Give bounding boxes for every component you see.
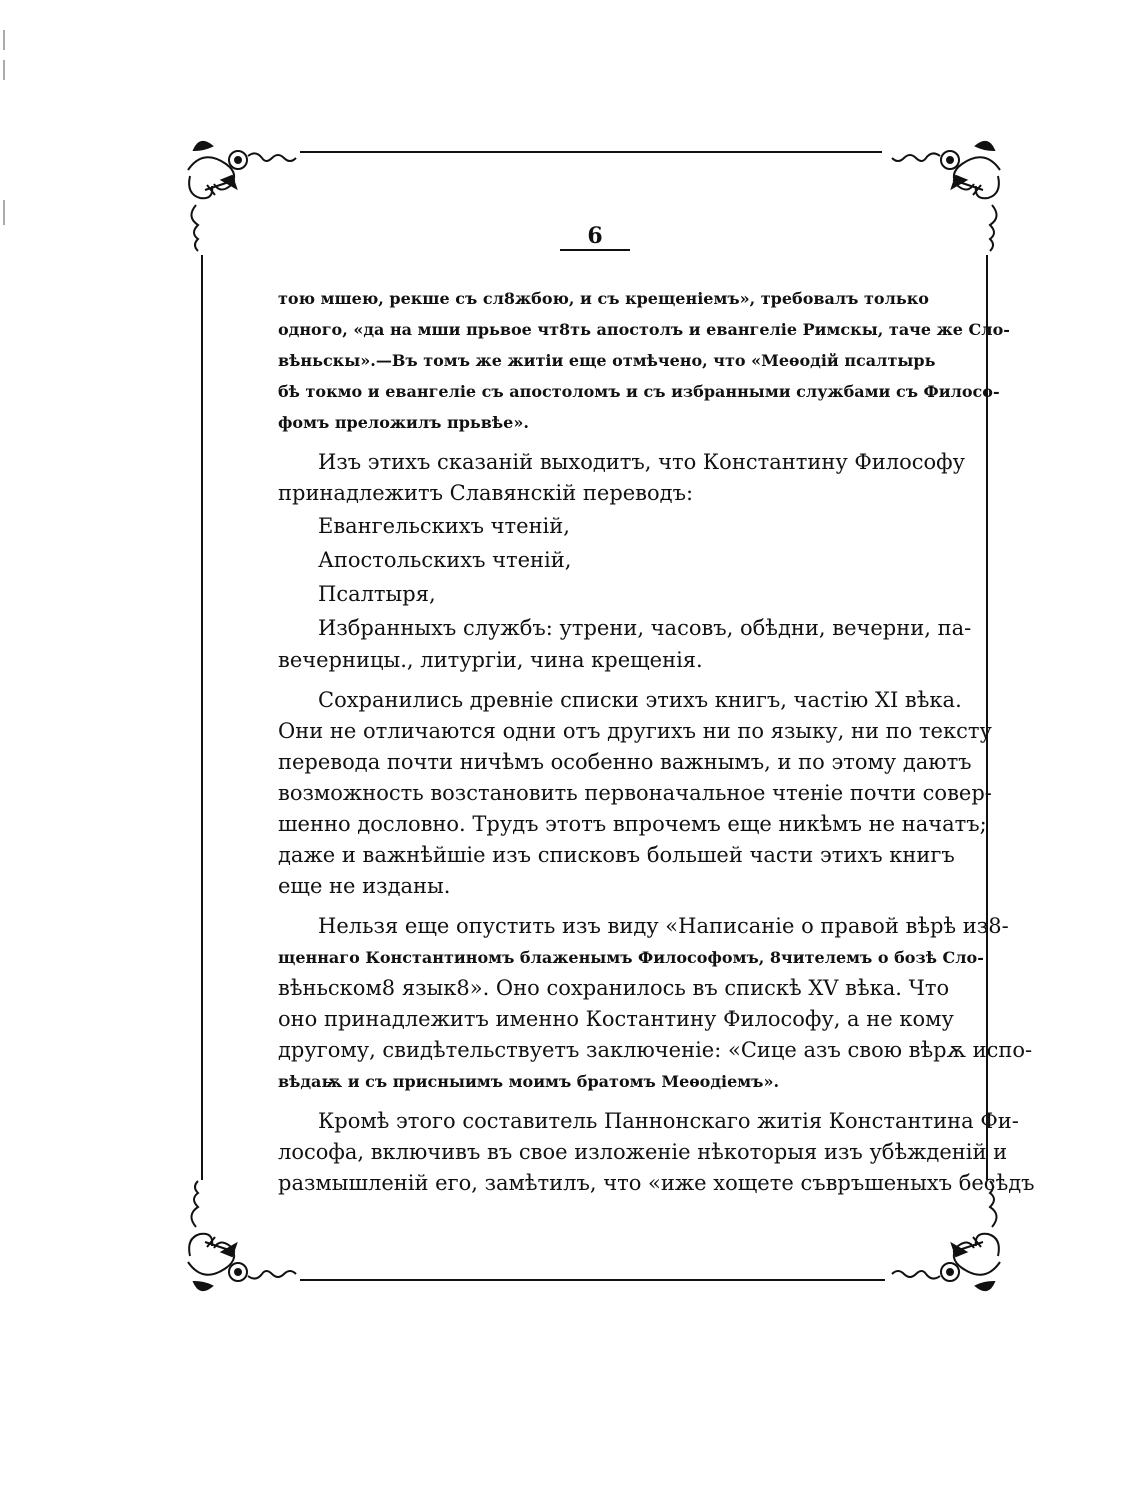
bottom-right-ornament-icon [892, 1181, 1000, 1290]
text-line: размышленій его, замѣтилъ, что «иже хощете съвръшеныхъ бесѣдъ [278, 1171, 1035, 1195]
text-line: щеннаго Константиномъ блаженымъ Философомъ, 8чителемъ о бозѣ Сло- [278, 948, 984, 967]
paragraph-2 [278, 447, 965, 509]
top-left-ornament-icon [188, 142, 296, 251]
text-line: Кромѣ этого составитель Паннонскаго житія Константина Фи- [318, 1109, 1019, 1133]
list-item: Псалтыря, [318, 582, 436, 606]
page-number: 6 [587, 223, 603, 249]
text-line: возможность возстановить первоначальное чтеніе почти совер- [278, 781, 992, 805]
text-line: тою мшею, рекше съ сл8жбою, и съ крещеніемъ», требовалъ только [278, 289, 929, 308]
text-line: одного, «да на мши прьвое чт8ть апостолъ и евангеліе Римскы, таче же Сло- [278, 320, 1010, 339]
list-item-continuation: вечерницы., литургіи, чина крещенія. [278, 648, 703, 672]
list-item: Избранныхъ службъ: утрени, часовъ, обѣдни, вечерни, па- [318, 616, 972, 640]
page-number-rule [560, 249, 630, 251]
text-line: перевода почти ничѣмъ особенно важнымъ, и по этому даютъ [278, 750, 972, 774]
list-item: Евангельскихъ чтеній, [318, 514, 570, 538]
body-text [278, 283, 1035, 1199]
text-line: фомъ преложилъ прьвѣе». [278, 413, 529, 432]
text-line: бѣ токмо и евангеліе съ апостоломъ и съ избранными службами съ Филосо- [278, 382, 1000, 401]
text-line: еще не изданы. [278, 874, 451, 898]
top-right-ornament-icon [892, 142, 1000, 251]
text-line: вѣньскы».—Въ томъ же житіи еще отмѣчено, что «Меѳодій псалтырь [278, 351, 936, 370]
text-line: вѣньском8 язык8». Оно сохранилось въ спискѣ XV вѣка. Что [278, 976, 950, 1000]
paragraph-5 [278, 1106, 1035, 1199]
paragraph-4 [278, 911, 1033, 1097]
text-line: оно принадлежитъ именно Костантину Философу, а не кому [278, 1007, 954, 1031]
text-line: вѣдаѭ и съ присныимъ моимъ братомъ Меѳодіемъ». [278, 1072, 780, 1091]
text-line: Сохранились древніе списки этихъ книгъ, частію XI вѣка. [318, 688, 962, 712]
text-line: даже и важнѣйшіе изъ списковъ большей части этихъ книгъ [278, 843, 955, 867]
text-line: Нельзя еще опустить изъ виду «Написаніе о правой вѣрѣ из8- [318, 914, 1009, 938]
text-line: лософа, включивъ въ свое изложеніе нѣкоторыя изъ убѣжденій и [278, 1140, 1008, 1164]
list-item: Апостольскихъ чтеній, [318, 548, 572, 572]
paragraph-1 [278, 283, 1010, 438]
paragraph-3 [278, 685, 992, 902]
text-line: шенно дословно. Трудъ этотъ впрочемъ еще никѣмъ не начатъ; [278, 812, 987, 836]
text-line: принадлежитъ Славянскій переводъ: [278, 481, 694, 505]
translation-list [278, 509, 972, 676]
text-line: Они не отличаются одни отъ другихъ ни по языку, ни по тексту [278, 719, 992, 743]
text-line: другому, свидѣтельствуетъ заключеніе: «Сице азъ свою вѣрѫ испо- [278, 1038, 1033, 1062]
text-line: Изъ этихъ сказаній выходитъ, что Константину Философу [318, 450, 965, 474]
